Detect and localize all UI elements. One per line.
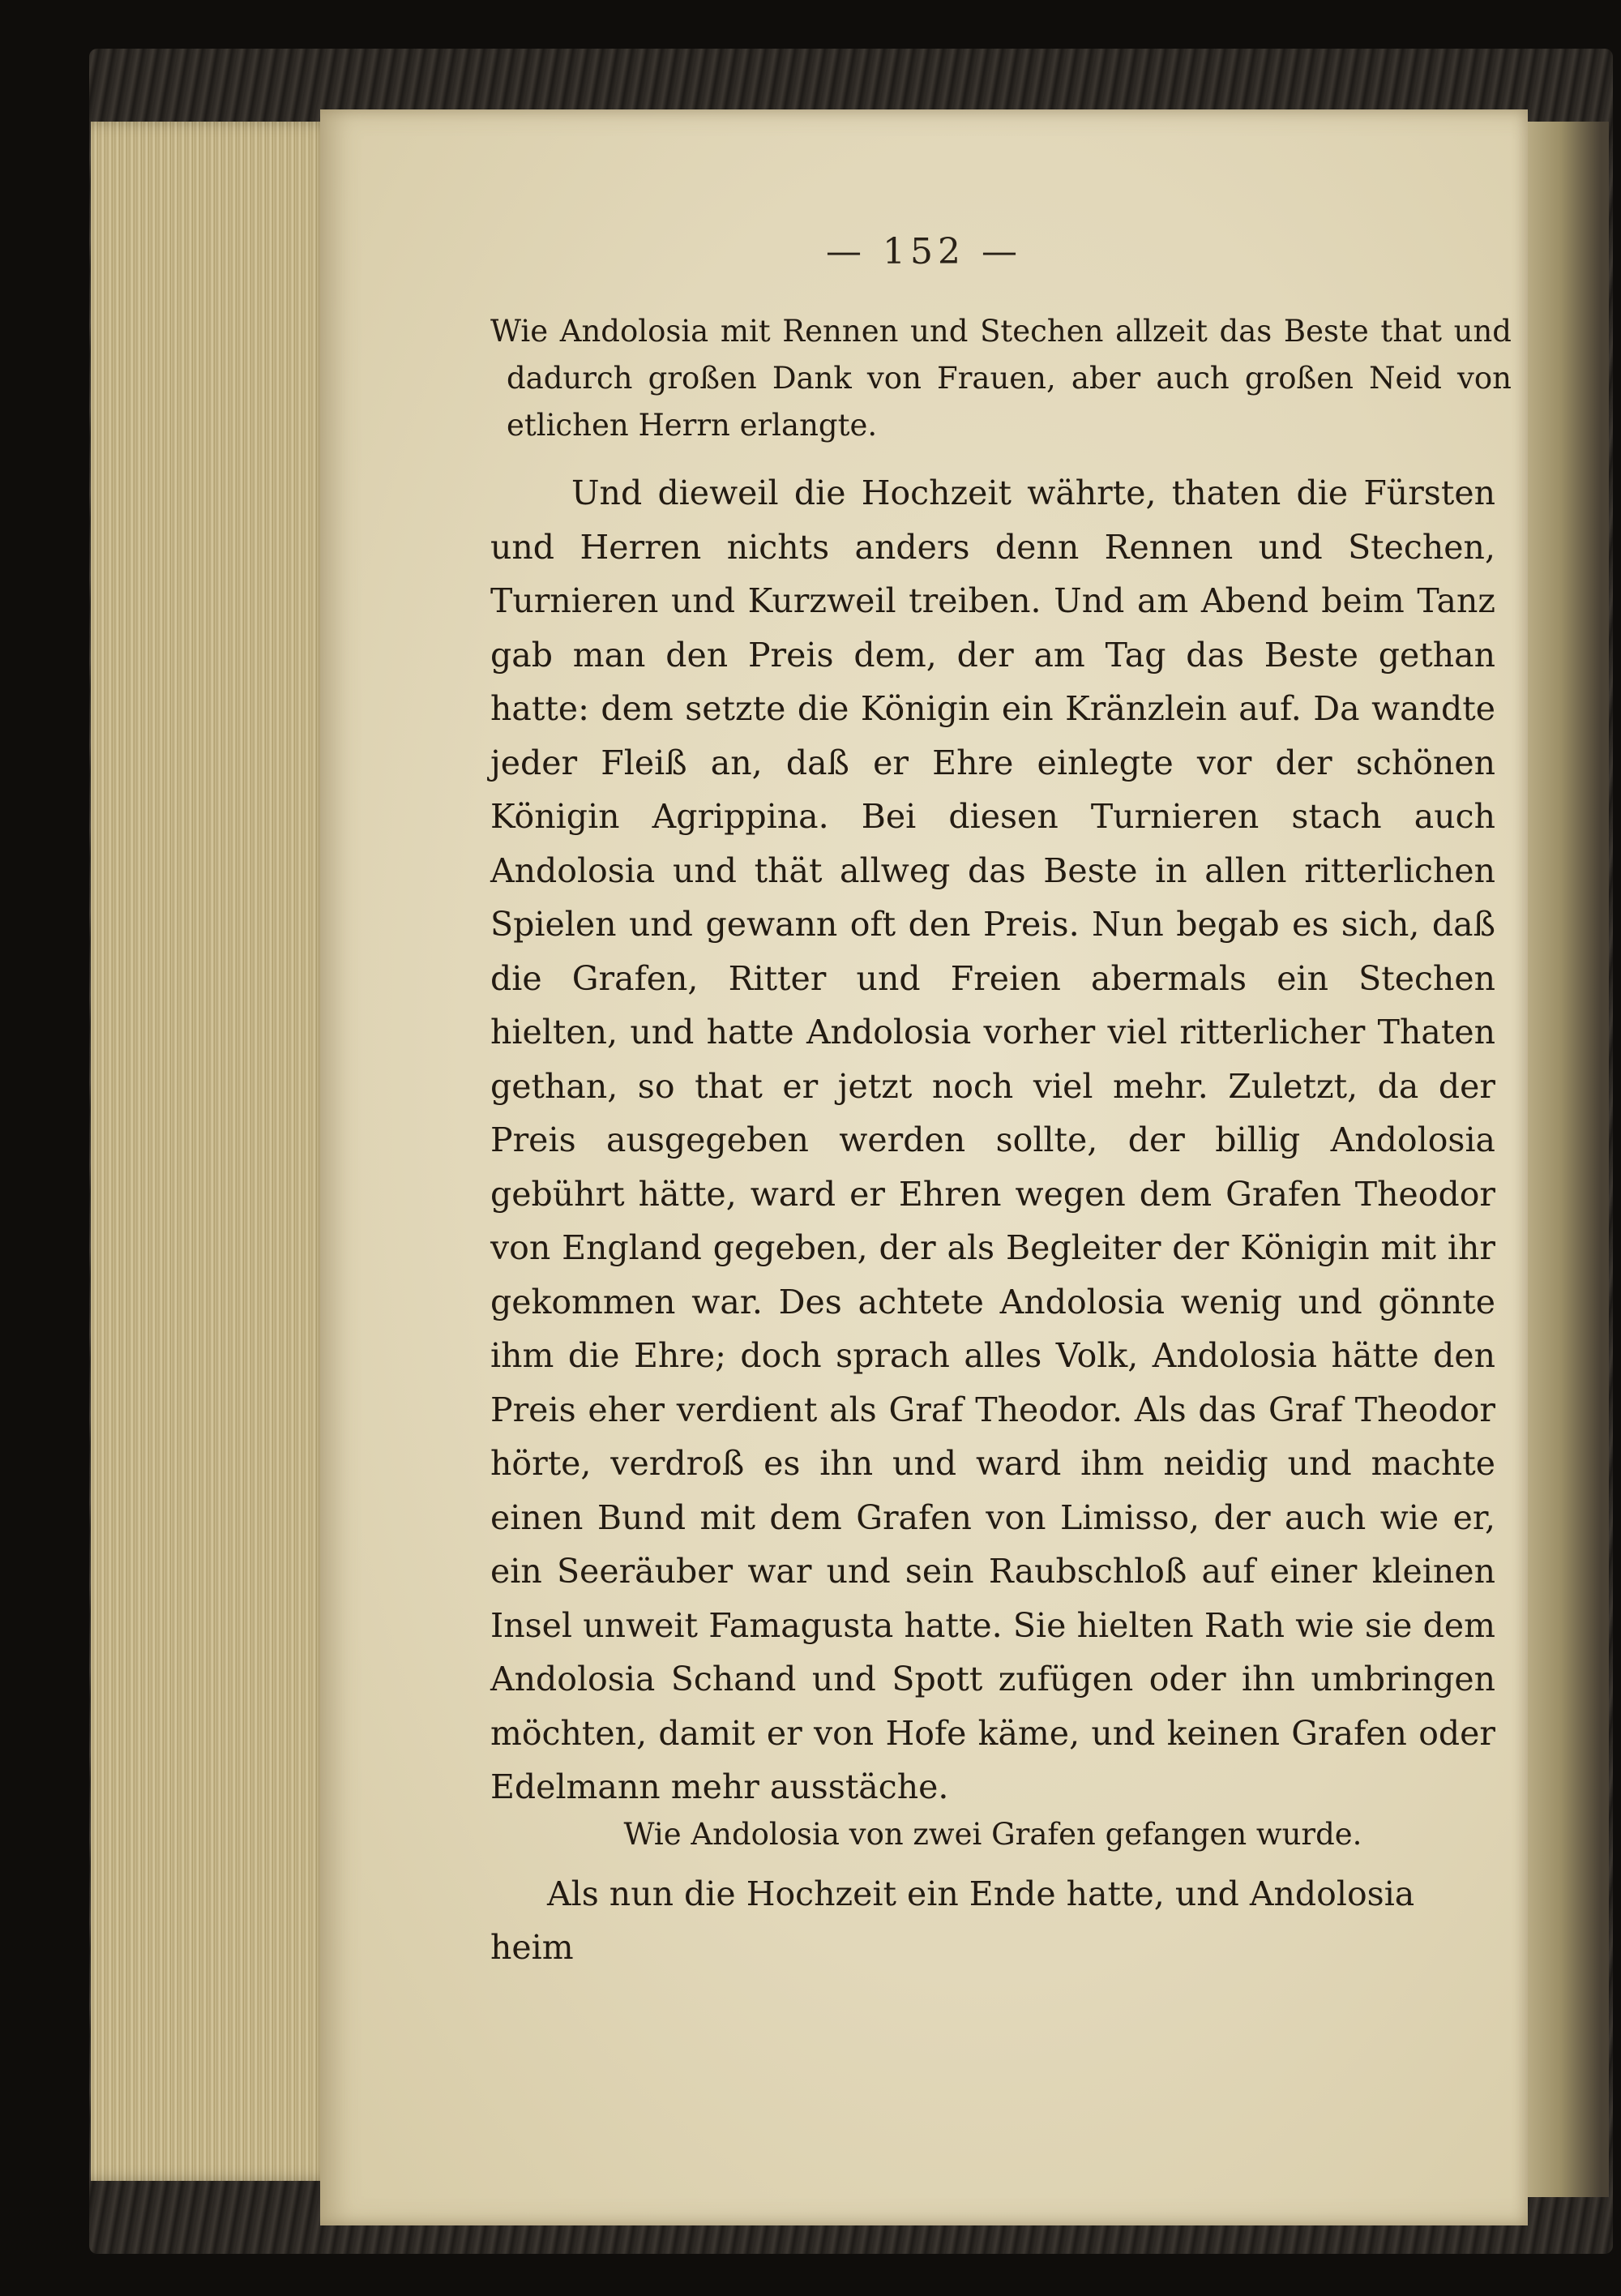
book-page <box>320 109 1528 2225</box>
right-page-edge <box>1528 122 1609 2197</box>
body-paragraph: Und dieweil die Hochzeit währte, thaten die Fürsten und Herren nichts anders denn Rennen und Stechen, Turnieren und Kurzweil treiben. Und am Abend beim Tanz gab man den Preis dem, der am Tag das Beste gethan hatte: dem setzte die Königin ein Kränzlein auf. Da wandte jeder Fleiß an, daß er Ehre einlegte vor der schönen Königin Agrippina. Bei diesen Turnieren stach auch Andolosia und thät allweg das Beste in allen ritterlichen Spielen und gewann oft den Preis. Nun begab es sich, daß die Grafen, Ritter und Freien abermals ein Stechen hielten, und hatte Andolosia vorher viel ritterlicher Thaten gethan, so that er jetzt noch viel mehr. Zuletzt, da der Preis ausgegeben werden sollte, der billig Andolosia gebührt hätte, ward er Ehren wegen dem Grafen Theodor von England gegeben, der als Begleiter der Königin mit ihr gekommen war. Des achtete Andolosia wenig und gönnte ihm die Ehre; doch sprach alles Volk, Andolosia hätte den Preis eher verdient als Graf Theodor. Als das Graf Theodor hörte, verdroß es ihn und ward ihm neidig und machte einen Bund mit dem Grafen von Limisso, der auch wie er, ein Seeräuber war und sein Raubschloß auf einer kleinen Insel unweit Famagusta hatte. Sie hielten Rath wie sie dem Andolosia Schand und Spott zufügen oder ihn umbringen möchten, damit er von Hofe käme, und keinen Grafen oder Edelmann mehr ausstäche. <box>490 473 1495 1806</box>
chapter-heading: Wie Andolosia von zwei Grafen gefangen wurde. <box>623 1817 1362 1852</box>
chapter-summary: Wie Andolosia mit Rennen und Stechen allzeit das Beste that und dadurch großen Dank von Frauen, aber auch großen Neid von etlichen Herrn erlangte. <box>490 314 1512 443</box>
paragraph-start: Als nun die Hochzeit ein Ende hatte, und Andolosia heim <box>490 1874 1415 1967</box>
page-number: — 152 — <box>826 231 1022 272</box>
page-edges <box>91 122 334 2181</box>
